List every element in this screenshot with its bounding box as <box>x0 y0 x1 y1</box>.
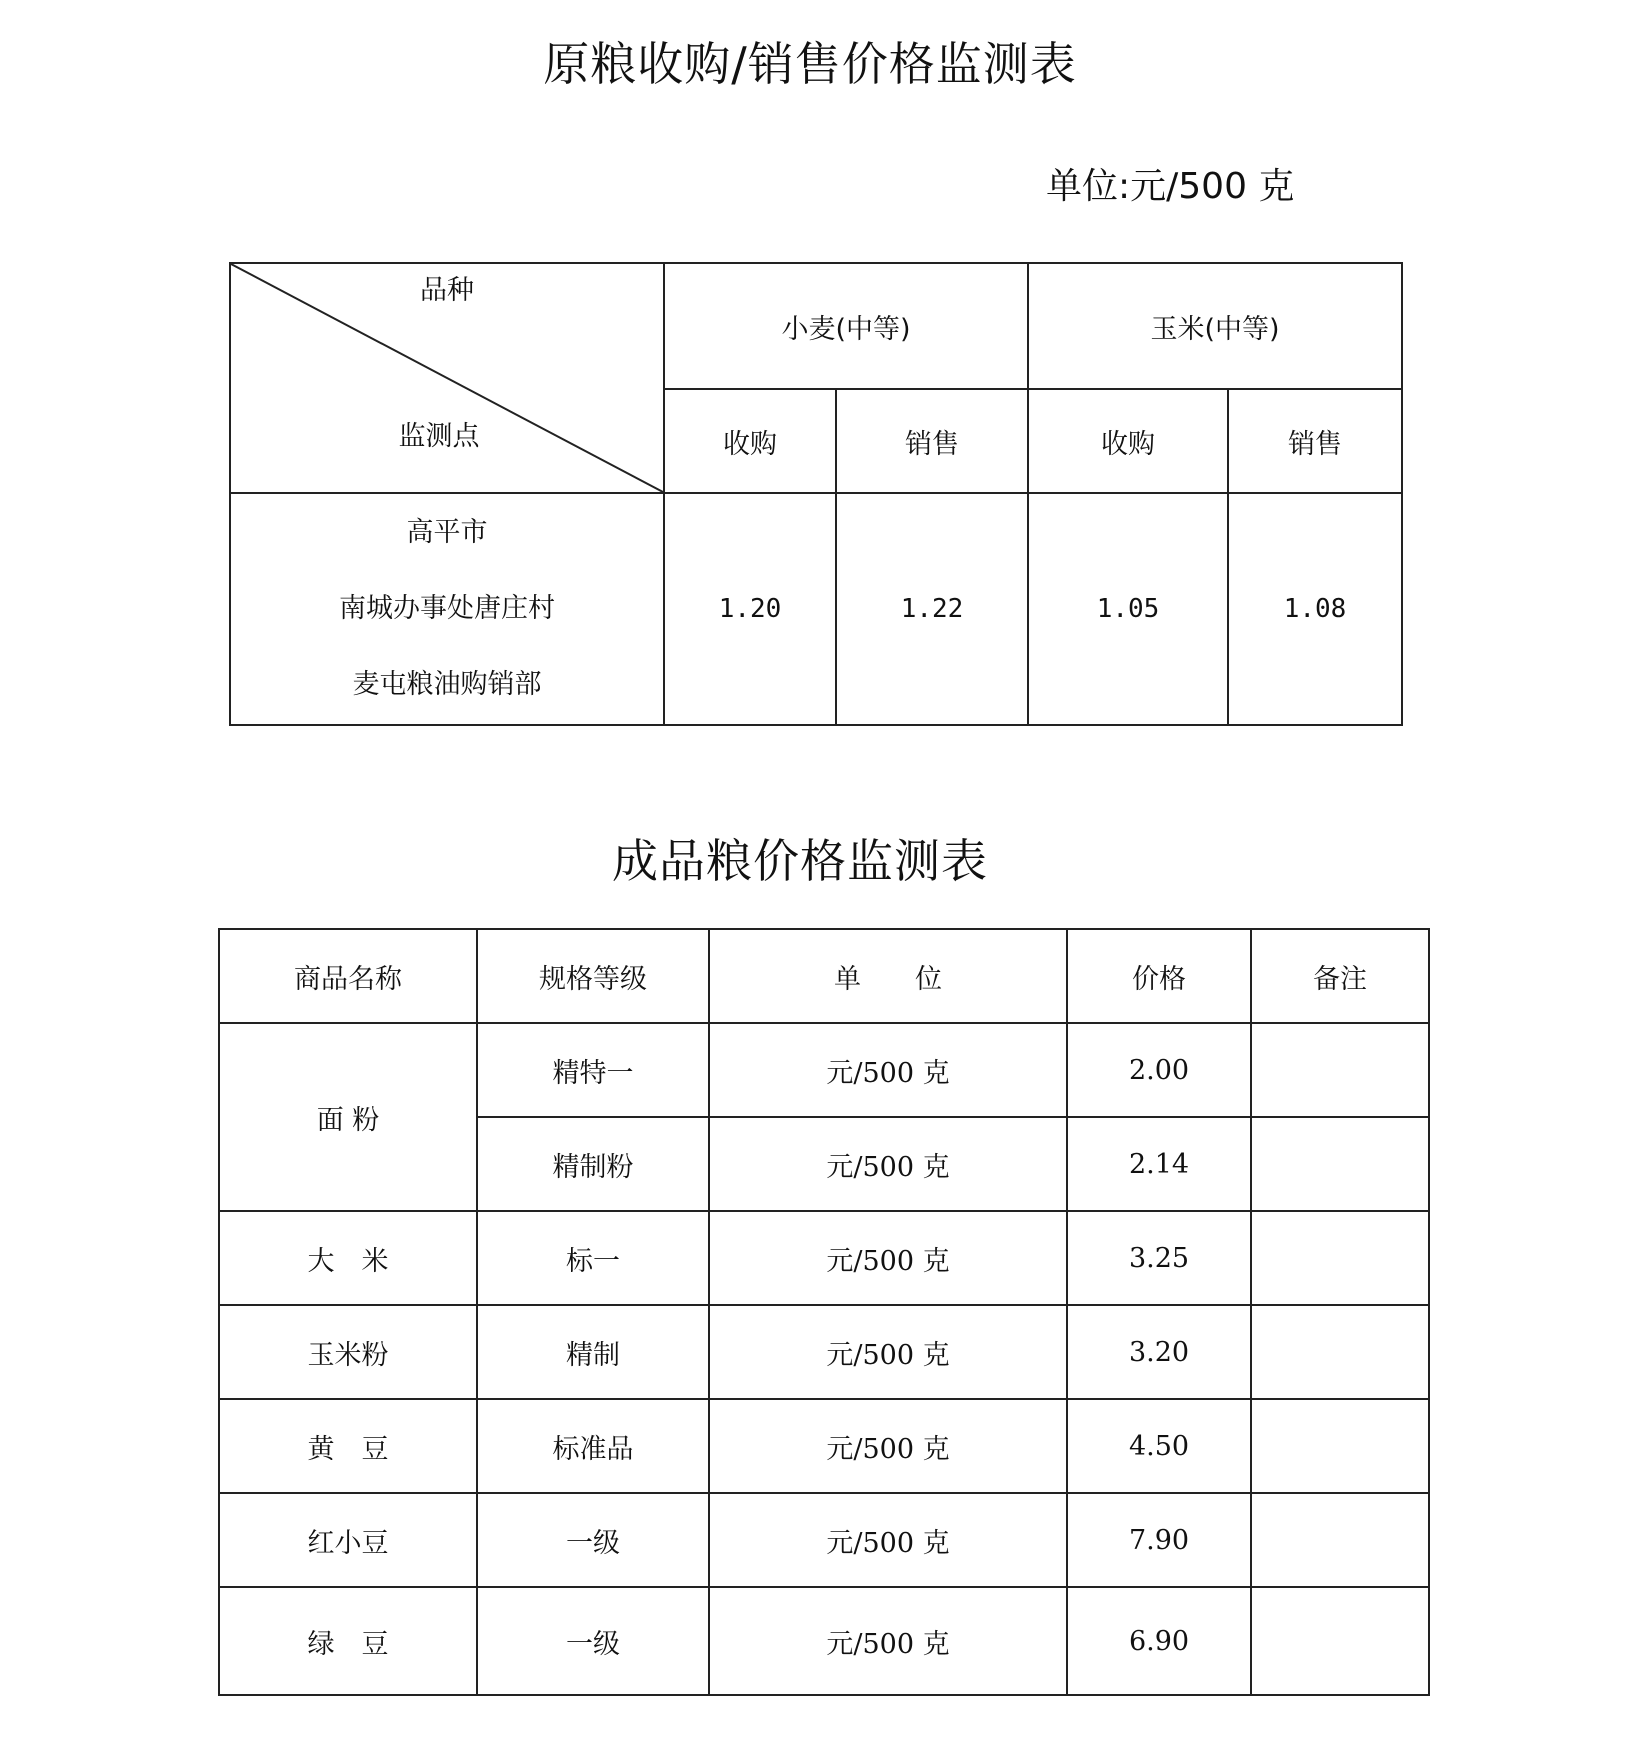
value-wheat-purchase: 1.20 <box>664 493 836 725</box>
note <box>1251 1117 1429 1211</box>
grade: 标一 <box>477 1211 709 1305</box>
monitoring-site-cell <box>230 493 664 725</box>
corner-label-site: 监测点 <box>398 421 480 452</box>
header-product-name: 商品名称 <box>219 929 477 1023</box>
note <box>1251 1211 1429 1305</box>
group-header-wheat: 小麦(中等) <box>664 263 1028 389</box>
price: 4.50 <box>1067 1399 1251 1493</box>
subheader-wheat-purchase: 收购 <box>664 389 836 493</box>
price: 3.20 <box>1067 1305 1251 1399</box>
product-name: 黄 豆 <box>219 1399 477 1493</box>
product-name: 面 粉 <box>219 1023 477 1211</box>
header-note: 备注 <box>1251 929 1429 1023</box>
price: 7.90 <box>1067 1493 1251 1587</box>
note <box>1251 1493 1429 1587</box>
unit: 元/500 克 <box>709 1399 1067 1493</box>
table-row <box>219 1211 1429 1305</box>
table-row <box>219 1305 1429 1399</box>
table-row <box>219 1587 1429 1695</box>
table-row <box>219 1399 1429 1493</box>
value-wheat-sale: 1.22 <box>836 493 1028 725</box>
note <box>1251 1587 1429 1695</box>
header-price: 价格 <box>1067 929 1251 1023</box>
note <box>1251 1399 1429 1493</box>
product-name: 绿 豆 <box>219 1587 477 1695</box>
price: 2.00 <box>1067 1023 1251 1117</box>
note <box>1251 1023 1429 1117</box>
unit: 元/500 克 <box>709 1117 1067 1211</box>
site-line-dept: 麦屯粮油购销部 <box>352 669 542 700</box>
grade: 精制粉 <box>477 1117 709 1211</box>
value-corn-purchase: 1.05 <box>1028 493 1228 725</box>
page-title: 原粮收购/销售价格监测表 <box>543 37 1077 91</box>
unit: 元/500 克 <box>709 1493 1067 1587</box>
table-row <box>219 1493 1429 1587</box>
header-grade: 规格等级 <box>477 929 709 1023</box>
product-name: 大 米 <box>219 1211 477 1305</box>
subheader-wheat-sale: 销售 <box>836 389 1028 493</box>
table-corner-cell <box>230 263 664 493</box>
grade: 一级 <box>477 1587 709 1695</box>
value-corn-sale: 1.08 <box>1228 493 1402 725</box>
header-unit: 单 位 <box>709 929 1067 1023</box>
group-header-corn: 玉米(中等) <box>1028 263 1402 389</box>
unit-label: 单位:元/500 克 <box>1046 166 1295 207</box>
site-line-city: 高平市 <box>406 517 488 548</box>
grade: 精特一 <box>477 1023 709 1117</box>
finished-grain-price-table <box>218 928 1430 1696</box>
raw-grain-price-table <box>229 262 1403 726</box>
unit: 元/500 克 <box>709 1023 1067 1117</box>
table-row <box>219 1023 1429 1117</box>
site-line-village: 南城办事处唐庄村 <box>339 593 555 624</box>
product-name: 红小豆 <box>219 1493 477 1587</box>
unit: 元/500 克 <box>709 1211 1067 1305</box>
grade: 标准品 <box>477 1399 709 1493</box>
section-title: 成品粮价格监测表 <box>612 834 988 888</box>
subheader-corn-sale: 销售 <box>1228 389 1402 493</box>
price: 6.90 <box>1067 1587 1251 1695</box>
grade: 一级 <box>477 1493 709 1587</box>
subheader-corn-purchase: 收购 <box>1028 389 1228 493</box>
corner-label-variety: 品种 <box>420 275 474 306</box>
note <box>1251 1305 1429 1399</box>
price: 3.25 <box>1067 1211 1251 1305</box>
unit: 元/500 克 <box>709 1587 1067 1695</box>
grade: 精制 <box>477 1305 709 1399</box>
unit: 元/500 克 <box>709 1305 1067 1399</box>
product-name: 玉米粉 <box>219 1305 477 1399</box>
price: 2.14 <box>1067 1117 1251 1211</box>
